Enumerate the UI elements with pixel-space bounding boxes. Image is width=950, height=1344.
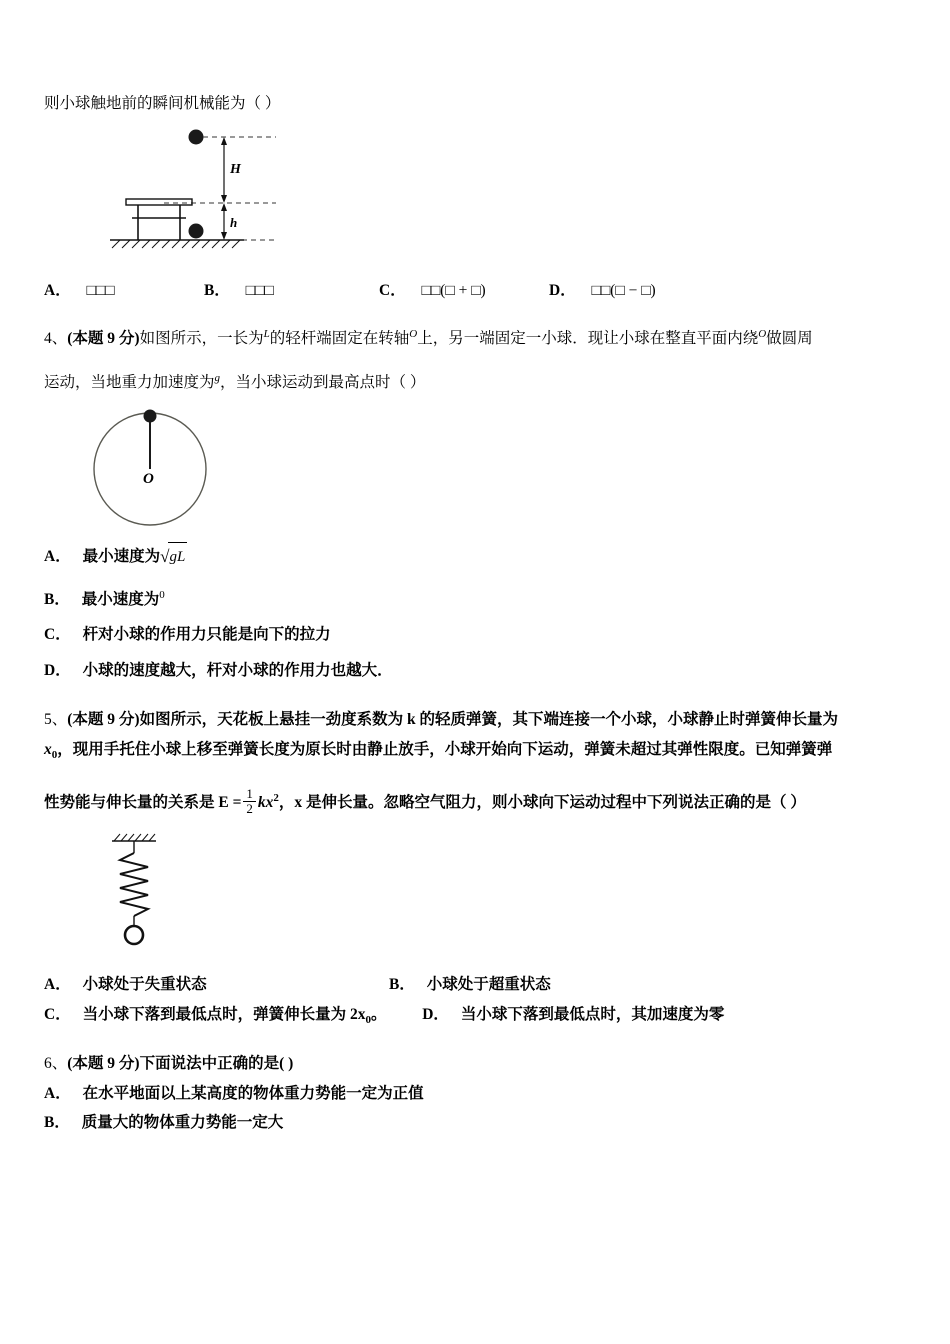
q3-options-row xyxy=(44,275,912,306)
q4-option-b xyxy=(44,585,912,615)
q6-option-a xyxy=(44,1079,912,1108)
q5-option-b-text: 小球处于超重状态 xyxy=(426,976,551,994)
q4-option-d xyxy=(44,656,912,685)
q4-option-a-text: 最小速度为 xyxy=(82,548,161,566)
q4-option-a-sqrt: gL xyxy=(168,542,187,572)
q5-x-subscript: 0 xyxy=(51,748,58,761)
question-5-line-1 xyxy=(44,705,912,734)
q4-head: (本题 9 分) xyxy=(67,330,140,348)
q3-option-d-text: □□(□ − □) xyxy=(591,282,656,300)
fig3-svg xyxy=(90,831,230,961)
q5-fraction xyxy=(243,787,256,815)
q4-option-c-text: 杆对小球的作用力只能是向下的拉力 xyxy=(82,626,331,644)
q5-fraction-denominator: 2 xyxy=(246,800,253,816)
question-5-line-2 xyxy=(44,735,912,766)
q4-line2-a: 运动，当地重力加速度为 xyxy=(44,374,215,391)
q5-number: 5、 xyxy=(44,711,68,729)
q4-line2-b: ，当小球运动到最高点时（ ） xyxy=(220,374,426,391)
fig1-label-h: h xyxy=(230,215,238,231)
q4-option-c xyxy=(44,620,912,649)
q5-line-3-post: ，x 是伸长量。忽略空气阻力，则小球向下运动过程中下列说法正确的是（ ） xyxy=(278,793,806,811)
q6-head: (本题 9 分) xyxy=(67,1055,140,1073)
q5-x-symbol: x xyxy=(44,740,52,758)
q4-option-d-label: D． xyxy=(44,661,71,679)
question-4-line-1 xyxy=(44,324,912,354)
q4-text-c: 上，另一端固定一小球．现让小球在整直平面内绕 xyxy=(417,330,759,348)
q5-line-3-mid: kx xyxy=(257,793,274,811)
intro-line: 则小球触地前的瞬间机械能为（ ） xyxy=(44,95,281,112)
rod-circular-motion-diagram xyxy=(88,407,268,532)
q4-sup-O2: O xyxy=(758,328,767,341)
q3-option-a-label: A． xyxy=(44,282,71,300)
q6-option-a-text: 在水平地面以上某高度的物体重力势能一定为正值 xyxy=(82,1084,424,1102)
ball-falling-from-table-diagram xyxy=(104,123,304,263)
q3-option-a-text: □□□ xyxy=(86,282,115,300)
question-4-line-2 xyxy=(44,368,912,398)
q5-option-d-label: D． xyxy=(422,1006,449,1024)
q4-number: 4、 xyxy=(44,330,68,348)
q5-option-c-text: 当小球下落到最低点时，弹簧伸长量为 2x xyxy=(82,1006,366,1024)
q6-option-b-text: 质量大的物体重力势能一定大 xyxy=(81,1114,284,1132)
q5-option-a-label: A． xyxy=(44,976,71,994)
q4-option-b-text: 最小速度为 xyxy=(81,590,160,608)
q6-option-b xyxy=(44,1108,912,1137)
fig2-svg xyxy=(88,407,268,532)
q5-option-c-subscript: 0 xyxy=(365,1014,371,1027)
q4-sup-L: L xyxy=(263,328,270,341)
q5-line-2-text: ，现用手托住小球上移至弹簧长度为原长时由静止放手，小球开始向下运动，弹簧未超过其弹性限度。已知弹簧弹 xyxy=(57,740,833,758)
q4-text-d: 做圆周 xyxy=(766,330,813,348)
q3-option-b-label: B． xyxy=(204,282,230,300)
q5-options-row-1 xyxy=(44,969,912,1000)
q5-fraction-numerator: 1 xyxy=(243,787,256,802)
q3-option-b-text: □□□ xyxy=(245,282,274,300)
q5-option-a-text: 小球处于失重状态 xyxy=(82,976,207,994)
q5-options-row-2 xyxy=(44,1000,912,1031)
q5-option-b-label: B． xyxy=(389,976,415,994)
q4-option-a: A． 最小速度为√gL xyxy=(44,540,912,572)
q5-line-1-text: 如图所示，天花板上悬挂一劲度系数为 k 的轻质弹簧，其下端连接一个小球，小球静止时弹簧伸长量为 xyxy=(139,711,838,729)
q4-text-b: 的轻杆端固定在转轴 xyxy=(269,330,410,348)
fig2-center-label: O xyxy=(143,471,154,488)
q3-option-c-text: □□(□ + □) xyxy=(421,282,486,300)
spring-ball-diagram xyxy=(90,831,230,961)
q5-option-d-text: 当小球下落到最低点时，其加速度为零 xyxy=(460,1006,725,1024)
document-content xyxy=(44,92,912,1138)
q5-line-3-sup: 2 xyxy=(273,791,279,804)
question-6-line-1 xyxy=(44,1049,912,1078)
q5-option-c-label: C． xyxy=(44,1006,71,1024)
q5-line-3-pre: 性势能与伸长量的关系是 E = xyxy=(44,793,242,811)
q6-option-b-label: B． xyxy=(44,1114,70,1132)
q4-sup-g: g xyxy=(214,371,221,384)
q4-option-d-text: 小球的速度越大，杆对小球的作用力也越大． xyxy=(82,661,393,679)
q3-option-c-label: C． xyxy=(379,282,406,300)
q6-text: 下面说法中正确的是( ) xyxy=(139,1055,294,1073)
q4-text-a: 如图所示，一长为 xyxy=(139,330,264,348)
q3-option-d-label: D． xyxy=(549,282,576,300)
q5-option-c-text-post: 。 xyxy=(370,1006,387,1024)
question-5-line-3 xyxy=(44,788,912,818)
fig1-label-H: H xyxy=(230,162,241,178)
q6-option-a-label: A． xyxy=(44,1084,71,1102)
q4-option-c-label: C． xyxy=(44,626,71,644)
q4-option-b-label: B． xyxy=(44,590,70,608)
q4-sup-O1: O xyxy=(409,328,418,341)
fig1-svg xyxy=(104,123,304,263)
q4-option-b-sup: 0 xyxy=(159,588,165,601)
q6-number: 6、 xyxy=(44,1055,68,1073)
q5-head: (本题 9 分) xyxy=(67,711,140,729)
q4-option-a-label: A． xyxy=(44,548,71,566)
